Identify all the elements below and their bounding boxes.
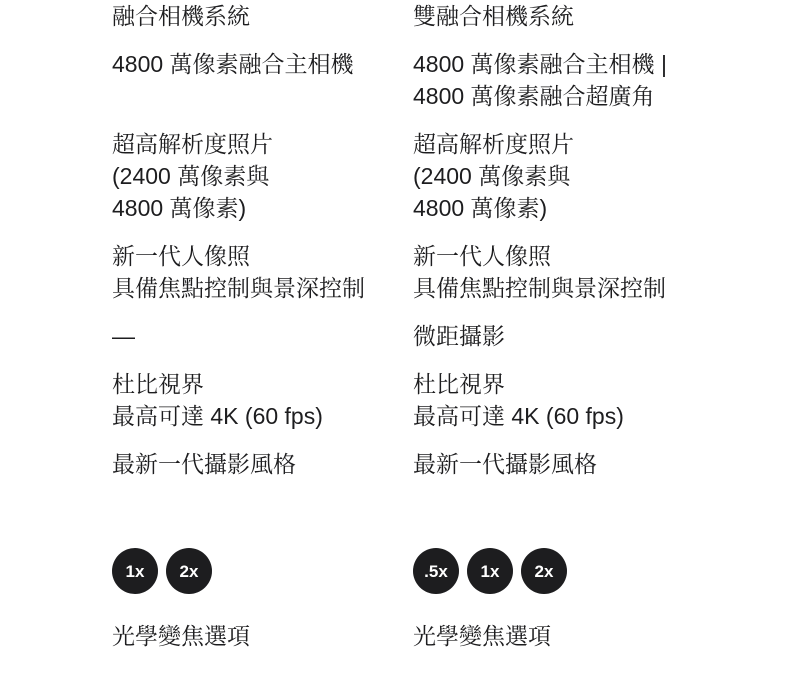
resolution-spec-line: (2400 萬像素與 [413, 163, 571, 189]
portrait-spec-line: 新一代人像照 [413, 243, 551, 269]
video-spec-line: 最高可達 4K (60 fps) [413, 403, 624, 429]
zoom-options-badges [112, 548, 413, 594]
macro-spec-text: 微距攝影 [413, 323, 505, 349]
resolution-spec [413, 128, 714, 224]
camera-system-name-text: 融合相機系統 [112, 3, 250, 29]
macro-spec [112, 320, 413, 352]
main-camera-spec-line: 4800 萬像素融合超廣角 [413, 83, 655, 109]
zoom-options-label-text: 光學變焦選項 [413, 623, 551, 649]
zoom-options-label [112, 620, 413, 652]
camera-system-name [413, 0, 714, 32]
zoom-badge-1x: 1x [467, 548, 513, 594]
zoom-options-badges [413, 548, 714, 594]
zoom-badge-2x: 2x [521, 548, 567, 594]
portrait-spec-line: 具備焦點控制與景深控制 [112, 275, 365, 301]
resolution-spec-line: 4800 萬像素) [413, 195, 548, 221]
resolution-spec-line: 超高解析度照片 [413, 131, 574, 157]
video-spec-line: 杜比視界 [413, 371, 505, 397]
video-spec [413, 368, 714, 432]
macro-spec [413, 320, 714, 352]
photographic-styles-text: 最新一代攝影風格 [413, 451, 597, 477]
resolution-spec-line: 超高解析度照片 [112, 131, 273, 157]
zoom-badge-2x: 2x [166, 548, 212, 594]
portrait-spec-line: 新一代人像照 [112, 243, 250, 269]
photographic-styles-spec [112, 448, 413, 480]
resolution-spec-line: 4800 萬像素) [112, 195, 247, 221]
resolution-spec [112, 128, 413, 224]
main-camera-spec [112, 48, 413, 112]
portrait-spec-line: 具備焦點控制與景深控制 [413, 275, 666, 301]
main-camera-spec [413, 48, 714, 112]
zoom-options-label-text: 光學變焦選項 [112, 623, 250, 649]
main-camera-spec-line: 4800 萬像素融合主相機 [112, 51, 354, 77]
portrait-spec [112, 240, 413, 304]
video-spec-line: 最高可達 4K (60 fps) [112, 403, 323, 429]
main-camera-spec-line: 4800 萬像素融合主相機 | [413, 51, 667, 77]
zoom-badge-1x: 1x [112, 548, 158, 594]
camera-system-name [112, 0, 413, 32]
video-spec-line: 杜比視界 [112, 371, 204, 397]
video-spec [112, 368, 413, 432]
zoom-options-label [413, 620, 714, 652]
camera-system-name-text: 雙融合相機系統 [413, 3, 574, 29]
portrait-spec [413, 240, 714, 304]
photographic-styles-spec [413, 448, 714, 480]
zoom-badge-05x: .5x [413, 548, 459, 594]
macro-spec-dash: — [112, 323, 135, 349]
photographic-styles-text: 最新一代攝影風格 [112, 451, 296, 477]
resolution-spec-line: (2400 萬像素與 [112, 163, 270, 189]
